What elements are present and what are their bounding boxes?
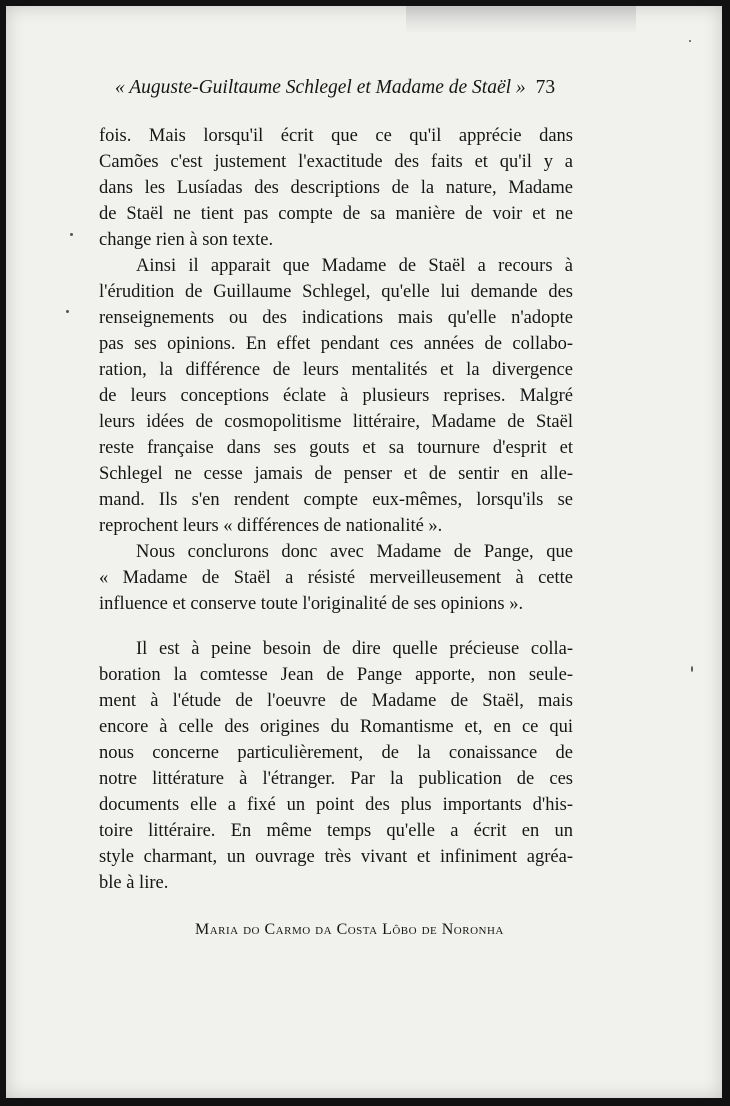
text-line: pas ses opinions. En effet pendant ces années de collabo- xyxy=(99,334,573,354)
text-line: toire littéraire. En même temps qu'elle a écrit en un xyxy=(99,821,573,841)
text-line: dans les Lusíadas des descriptions de la nature, Madame xyxy=(99,178,573,198)
book-page xyxy=(6,6,722,1098)
scan-speck xyxy=(70,233,73,236)
text-line: Schlegel ne cesse jamais de penser et de sentir en alle- xyxy=(99,464,573,484)
text-line: « Madame de Staël a résisté merveilleusement à cette xyxy=(99,568,573,588)
text-line: de Staël ne tient pas compte de sa manière de voir et ne xyxy=(99,204,573,224)
text-line: Ainsi il apparait que Madame de Staël a recours à xyxy=(136,256,573,276)
text-line: leurs idées de cosmopolitisme littéraire, Madame de Staël xyxy=(99,412,573,432)
text-line: influence et conserve toute l'originalité de ses opinions ». xyxy=(99,594,524,614)
paragraph-4 xyxy=(99,636,573,896)
text-line: documents elle a fixé un point des plus importants d'his- xyxy=(99,795,573,815)
text-line: l'érudition de Guillaume Schlegel, qu'elle lui demande des xyxy=(99,282,573,302)
text-line: change rien à son texte. xyxy=(99,230,274,250)
text-line: de leurs conceptions éclate à plusieurs reprises. Malgré xyxy=(99,386,573,406)
text-line: reprochent leurs « différences de nationalité ». xyxy=(99,516,443,536)
text-line: encore à celle des origines du Romantisme et, en ce qui xyxy=(99,717,573,737)
text-line: ment à l'étude de l'oeuvre de Madame de Staël, mais xyxy=(99,691,573,711)
text-line: fois. Mais lorsqu'il écrit que ce qu'il apprécie dans xyxy=(99,126,573,146)
text-line: ration, la différence de leurs mentalités et la divergence xyxy=(99,360,573,380)
text-line: renseignements ou des indications mais qu'elle n'adopte xyxy=(99,308,573,328)
text-line: Nous conclurons donc avec Madame de Pange, que xyxy=(136,542,573,562)
text-line: mand. Ils s'en rendent compte eux-mêmes, lorsqu'ils se xyxy=(99,490,573,510)
author-signature: Maria do Carmo da Costa Lôbo de Noronha xyxy=(195,921,504,938)
text-line: Il est à peine besoin de dire quelle précieuse colla- xyxy=(136,639,573,659)
text-line: ble à lire. xyxy=(99,873,169,893)
paragraph-3 xyxy=(99,539,573,617)
scan-speck xyxy=(689,40,691,42)
scan-speck xyxy=(691,666,693,672)
text-line: boration la comtesse Jean de Pange apporte, non seule- xyxy=(99,665,573,685)
running-title: « Auguste-Guiltaume Schlegel et Madame de Staël » xyxy=(115,77,526,98)
text-line: notre littérature à l'étranger. Par la publication de ces xyxy=(99,769,573,789)
page-number: 73 xyxy=(535,77,556,98)
paragraph-1 xyxy=(99,123,573,253)
text-line: Camões c'est justement l'exactitude des faits et qu'il y a xyxy=(99,152,573,172)
scan-smudge xyxy=(406,6,636,34)
text-line: style charmant, un ouvrage très vivant et infiniment agréa- xyxy=(99,847,573,867)
text-line: nous concerne particulièrement, de la conaissance de xyxy=(99,743,573,763)
running-header xyxy=(115,77,585,99)
paragraph-2 xyxy=(99,253,573,539)
text-line: reste française dans ses gouts et sa tournure d'esprit et xyxy=(99,438,573,458)
scan-speck xyxy=(66,310,69,313)
